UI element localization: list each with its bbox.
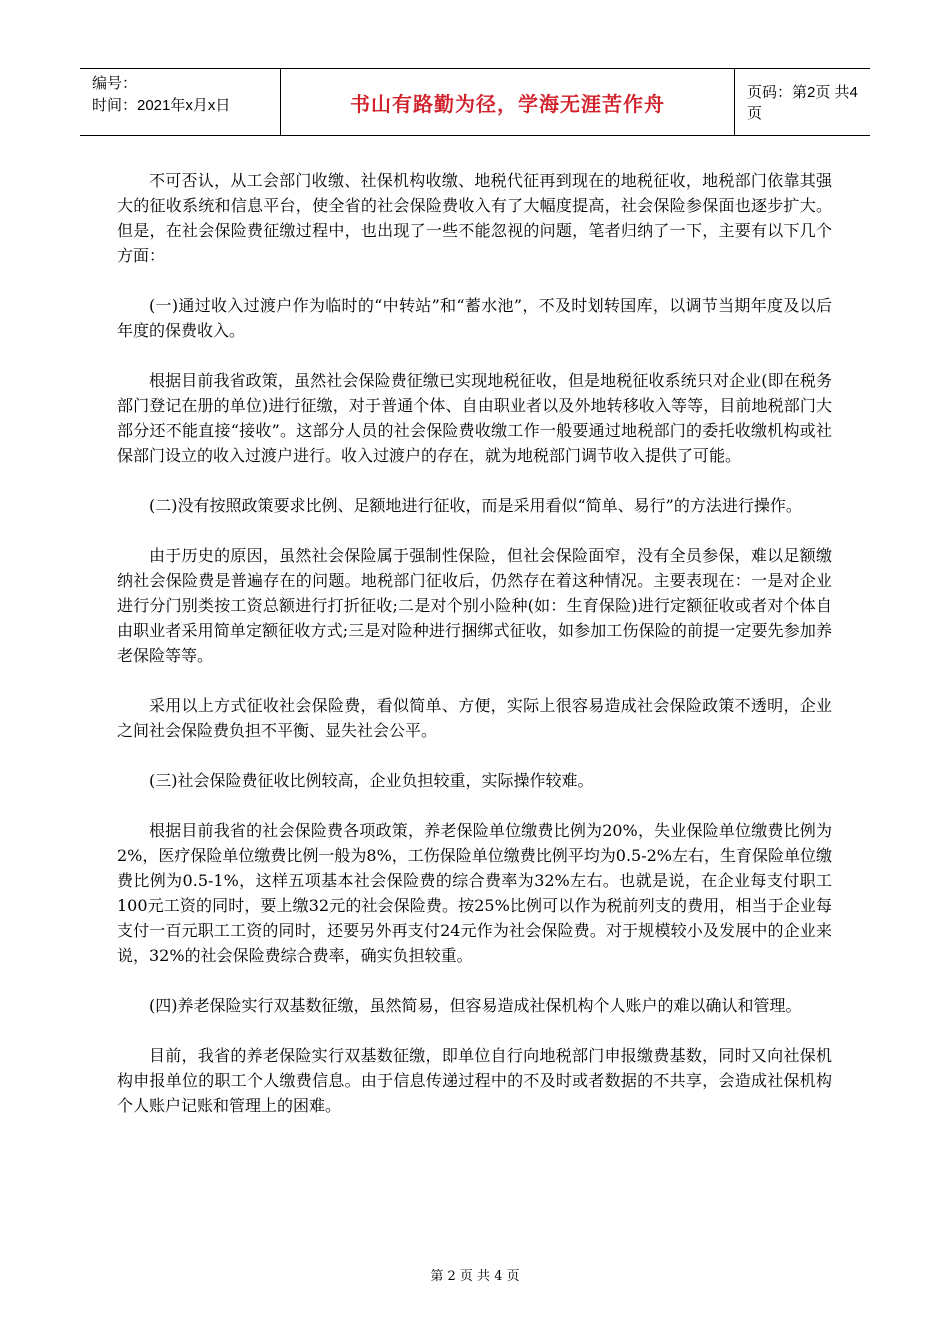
paragraph: (一)通过收入过渡户作为临时的“中转站”和“蓄水池”，不及时划转国库，以调节当期年度及以后年度的保费收入。 [117,296,832,340]
header-info [80,69,280,135]
time-label: 时间：2021年x月x日 [92,97,231,114]
paragraph: 不可否认，从工会部门收缴、社保机构收缴、地税代征再到现在的地税征收，地税部门依靠其强大的征收系统和信息平台，使全省的社会保险费收入有了大幅度提高，社会保险参保面也逐步扩大。但是，在社会保险费征缴过程中，也出现了一些不能忽视的问题，笔者归纳了一下，主要有以下几个方面： [117,171,832,265]
document-body [117,168,832,1143]
paragraph: (三)社会保险费征收比例较高，企业负担较重，实际操作较难。 [149,771,594,790]
paragraph: 由于历史的原因，虽然社会保险属于强制性保险，但社会保险面窄，没有全员参保，难以足额缴纳社会保险费是普遍存在的问题。地税部门征收后，仍然存在着这种情况。主要表现在：一是对企业进行分门别类按工资总额进行打折征收;二是对个别小险种(如：生育保险)进行定额征收或者对个体自由职业者采用简单定额征收方式;三是对险种进行捆绑式征收，如参加工伤保险的前提一定要先参加养老保险等等。 [117,546,832,665]
header-page-cell [735,69,870,135]
page-code: 页码：第2页 共4页 [747,84,858,122]
number-label: 编号： [92,75,138,92]
paragraph: (四)养老保险实行双基数征缴，虽然简易，但容易造成社保机构个人账户的难以确认和管理。 [149,996,802,1015]
page-header [80,68,870,136]
paragraph: 目前，我省的养老保险实行双基数征缴，即单位自行向地税部门申报缴费基数，同时又向社保机构申报单位的职工个人缴费信息。由于信息传递过程中的不及时或者数据的不共享，会造成社保机构个人账户记账和管理上的困难。 [117,1046,832,1115]
paragraph: (二)没有按照政策要求比例、足额地进行征收，而是采用看似“简单、易行”的方法进行操作。 [149,496,802,515]
paragraph: 根据目前我省政策，虽然社会保险费征缴已实现地税征收，但是地税征收系统只对企业(即在税务部门登记在册的单位)进行征缴，对于普通个体、自由职业者以及外地转移收入等等，目前地税部门大部分还不能直接“接收”。这部分人员的社会保险费收缴工作一般要通过地税部门的委托收缴机构或社保部门设立的收入过渡户进行。收入过渡户的存在，就为地税部门调节收入提供了可能。 [117,371,832,465]
paragraph: 采用以上方式征收社会保险费，看似简单、方便，实际上很容易造成社会保险政策不透明，企业之间社会保险费负担不平衡、显失社会公平。 [117,696,832,740]
paragraph: 根据目前我省的社会保险费各项政策，养老保险单位缴费比例为20%，失业保险单位缴费比例为2%，医疗保险单位缴费比例一般为8%，工伤保险单位缴费比例平均为0.5-2%左右，生育保险单位缴费比例为0.5-1%，这样五项基本社会保险费的综合费率为32%左右。也就是说，在企业每支付职工100元工资的同时，要上缴32元的社会保险费。按25%比例可以作为税前列支的费用，相当于企业每支付一百元职工工资的同时，还要另外再支付24元作为社会保险费。对于规模较小及发展中的企业来说，32%的社会保险费综合费率，确实负担较重。 [117,821,833,965]
header-motto: 书山有路勤为径，学海无涯苦作舟 [350,91,665,116]
header-motto-cell [280,69,735,135]
page-footer: 第 2 页 共 4 页 [430,1269,520,1284]
